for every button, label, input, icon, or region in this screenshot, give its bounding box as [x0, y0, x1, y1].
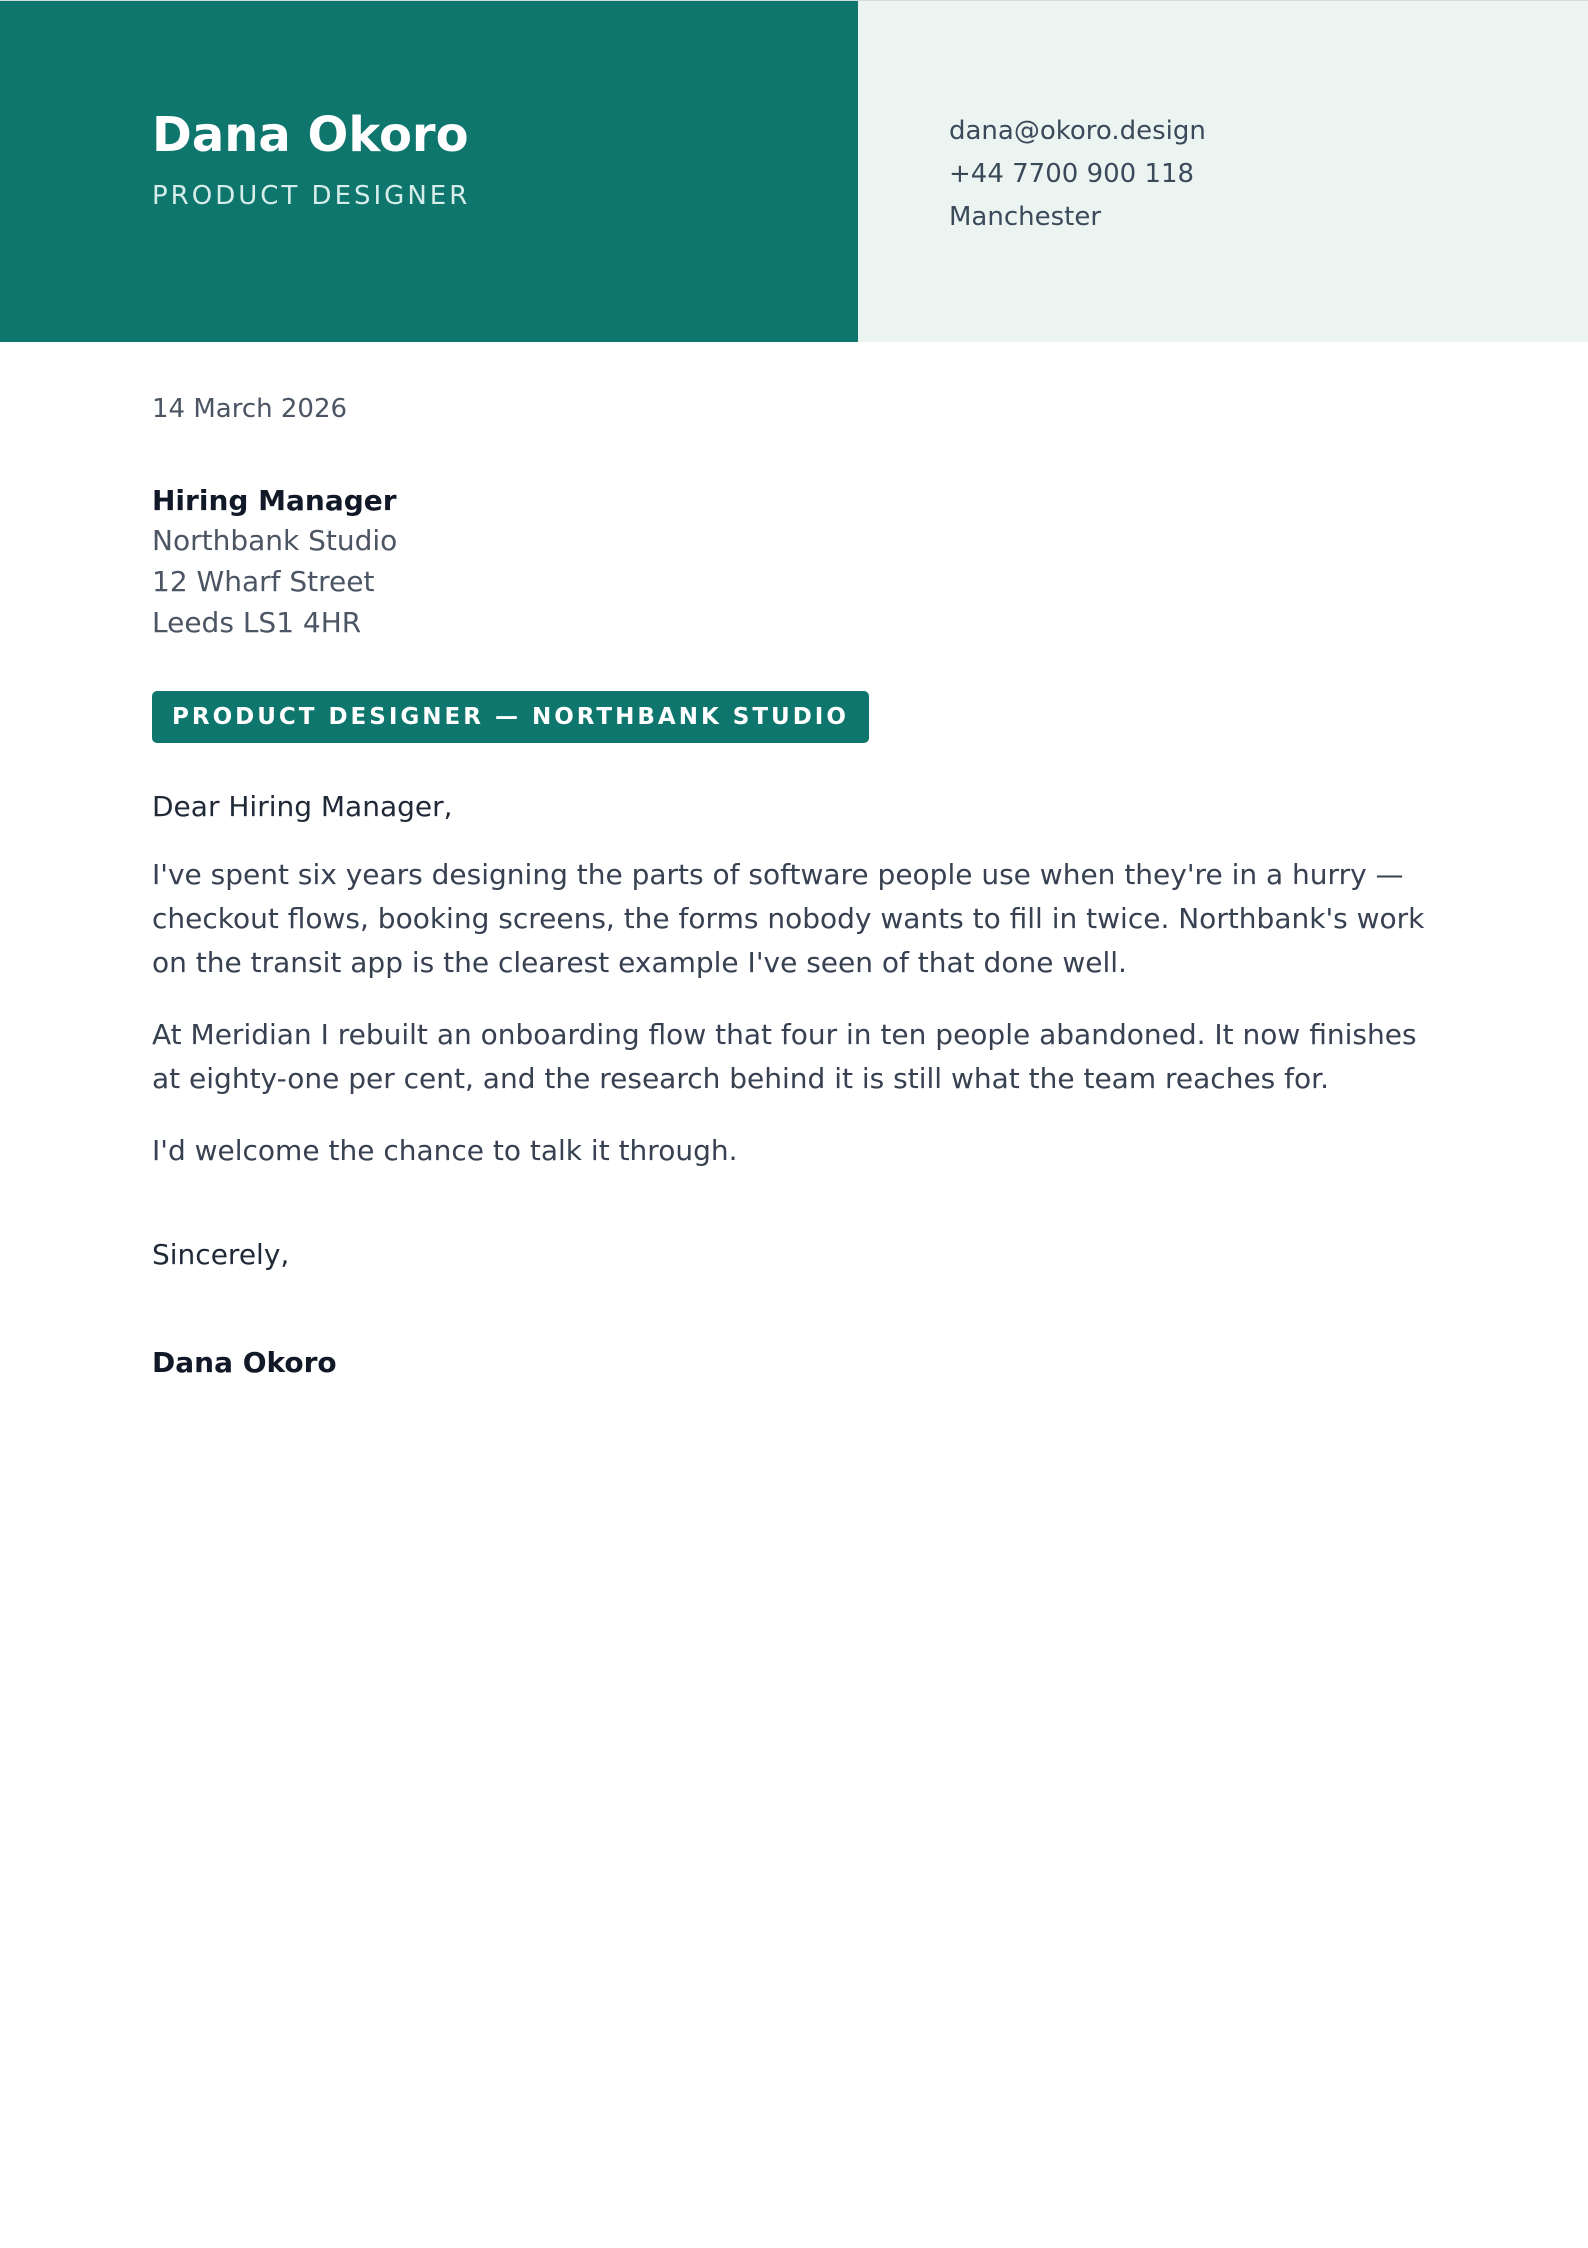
salutation: Dear Hiring Manager, [152, 790, 453, 823]
recipient-company: Northbank Studio [152, 524, 398, 557]
subject-badge: PRODUCT DESIGNER — NORTHBANK STUDIO [152, 691, 869, 743]
contact-email: dana@okoro.design [949, 116, 1206, 146]
contact-location: Manchester [949, 202, 1102, 232]
body-paragraph: I'd welcome the chance to talk it through. [152, 1134, 738, 1167]
sender-name: Dana Okoro [152, 107, 469, 163]
recipient-name: Hiring Manager [152, 484, 397, 517]
recipient-street: 12 Wharf Street [152, 565, 375, 598]
closing: Sincerely, [152, 1238, 290, 1271]
letterhead [0, 0, 1588, 342]
contact-phone: +44 7700 900 118 [949, 159, 1195, 189]
letterhead-contact-panel [858, 1, 1588, 342]
recipient-block [152, 482, 1300, 643]
body-paragraph: I've spent six years designing the parts of software people use when they're in a hurry — checkout flows, booking screens, the forms nobody wants to fill in twice. Northbank's work on the transit app is the clearest example I've seen of that done well. [152, 858, 1425, 979]
signature-name: Dana Okoro [152, 1346, 337, 1379]
letter-date: 14 March 2026 [152, 394, 348, 424]
letterhead-name-panel [0, 1, 858, 342]
sender-title: PRODUCT DESIGNER [152, 181, 471, 211]
body-paragraph: At Meridian I rebuilt an onboarding flow that four in ten people abandoned. It now finishes at eighty-one per cent, and the research behind it is still what the team reaches for. [152, 1018, 1417, 1095]
recipient-city: Leeds LS1 4HR [152, 606, 362, 639]
letter-body [0, 342, 1425, 1383]
